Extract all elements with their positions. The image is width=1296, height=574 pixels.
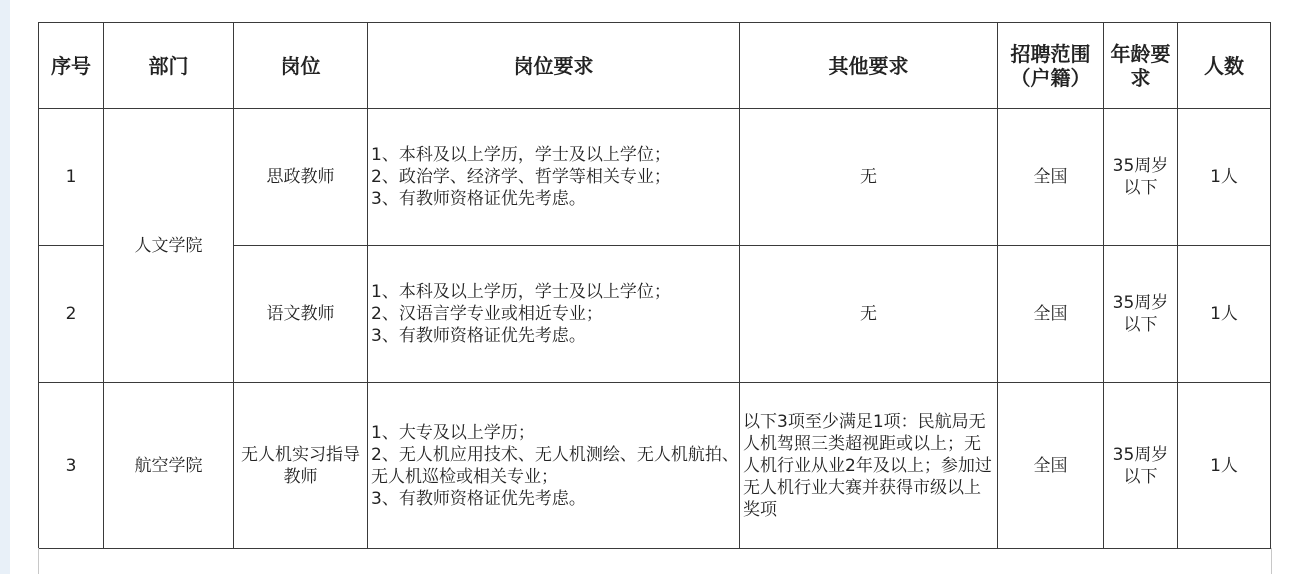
cell-age: 35周岁以下 xyxy=(1104,383,1178,549)
cell-count: 1人 xyxy=(1178,109,1271,246)
cell-post: 无人机实习指导教师 xyxy=(234,383,368,549)
req-line: 3、有教师资格证优先考虑。 xyxy=(371,488,586,509)
cell-seq: 2 xyxy=(39,246,104,383)
header-seq: 序号 xyxy=(39,23,104,109)
req-line: 3、有教师资格证优先考虑。 xyxy=(371,189,586,209)
cell-dept: 人文学院 xyxy=(104,109,234,383)
header-age: 年龄要求 xyxy=(1104,23,1178,109)
cell-post-req xyxy=(368,109,740,246)
cell-count: 1人 xyxy=(1178,383,1271,549)
cell-age: 35周岁以下 xyxy=(1104,246,1178,383)
cell-other-req: 无 xyxy=(740,246,998,383)
cell-count: 1人 xyxy=(1178,246,1271,383)
document-page xyxy=(10,0,1296,574)
req-line: 2、无人机应用技术、无人机测绘、无人机航拍、无人机巡检或相关专业； xyxy=(371,444,739,487)
cell-other-req: 以下3项至少满足1项：民航局无人机驾照三类超视距或以上；无人机行业从业2年及以上；参加过无人机行业大赛并获得市级以上奖项 xyxy=(740,383,998,549)
header-other-req: 其他要求 xyxy=(740,23,998,109)
req-line: 2、政治学、经济学、哲学等相关专业； xyxy=(371,167,671,187)
header-scope: 招聘范围（户籍） xyxy=(998,23,1104,109)
cell-scope: 全国 xyxy=(998,246,1104,383)
cell-post: 语文教师 xyxy=(234,246,368,383)
header-dept: 部门 xyxy=(104,23,234,109)
req-line: 3、有教师资格证优先考虑。 xyxy=(371,326,586,346)
req-line: 1、本科及以上学历，学士及以上学位； xyxy=(371,145,671,165)
table-row xyxy=(39,383,1271,549)
table-bottom-continuation xyxy=(38,548,1272,574)
cell-scope: 全国 xyxy=(998,109,1104,246)
cell-other-req: 无 xyxy=(740,109,998,246)
table-row xyxy=(39,109,1271,246)
req-line: 1、本科及以上学历，学士及以上学位； xyxy=(371,282,671,302)
cell-dept: 航空学院 xyxy=(104,383,234,549)
req-line: 2、汉语言学专业或相近专业； xyxy=(371,304,603,324)
header-row xyxy=(39,23,1271,109)
cell-seq: 3 xyxy=(39,383,104,549)
cell-post: 思政教师 xyxy=(234,109,368,246)
cell-post-req xyxy=(368,246,740,383)
header-count: 人数 xyxy=(1178,23,1271,109)
cell-age: 35周岁以下 xyxy=(1104,109,1178,246)
cell-seq: 1 xyxy=(39,109,104,246)
cell-post-req xyxy=(368,383,740,549)
req-line: 1、大专及以上学历； xyxy=(371,422,535,443)
header-post-req: 岗位要求 xyxy=(368,23,740,109)
cell-scope: 全国 xyxy=(998,383,1104,549)
header-post: 岗位 xyxy=(234,23,368,109)
recruitment-table xyxy=(38,22,1271,549)
